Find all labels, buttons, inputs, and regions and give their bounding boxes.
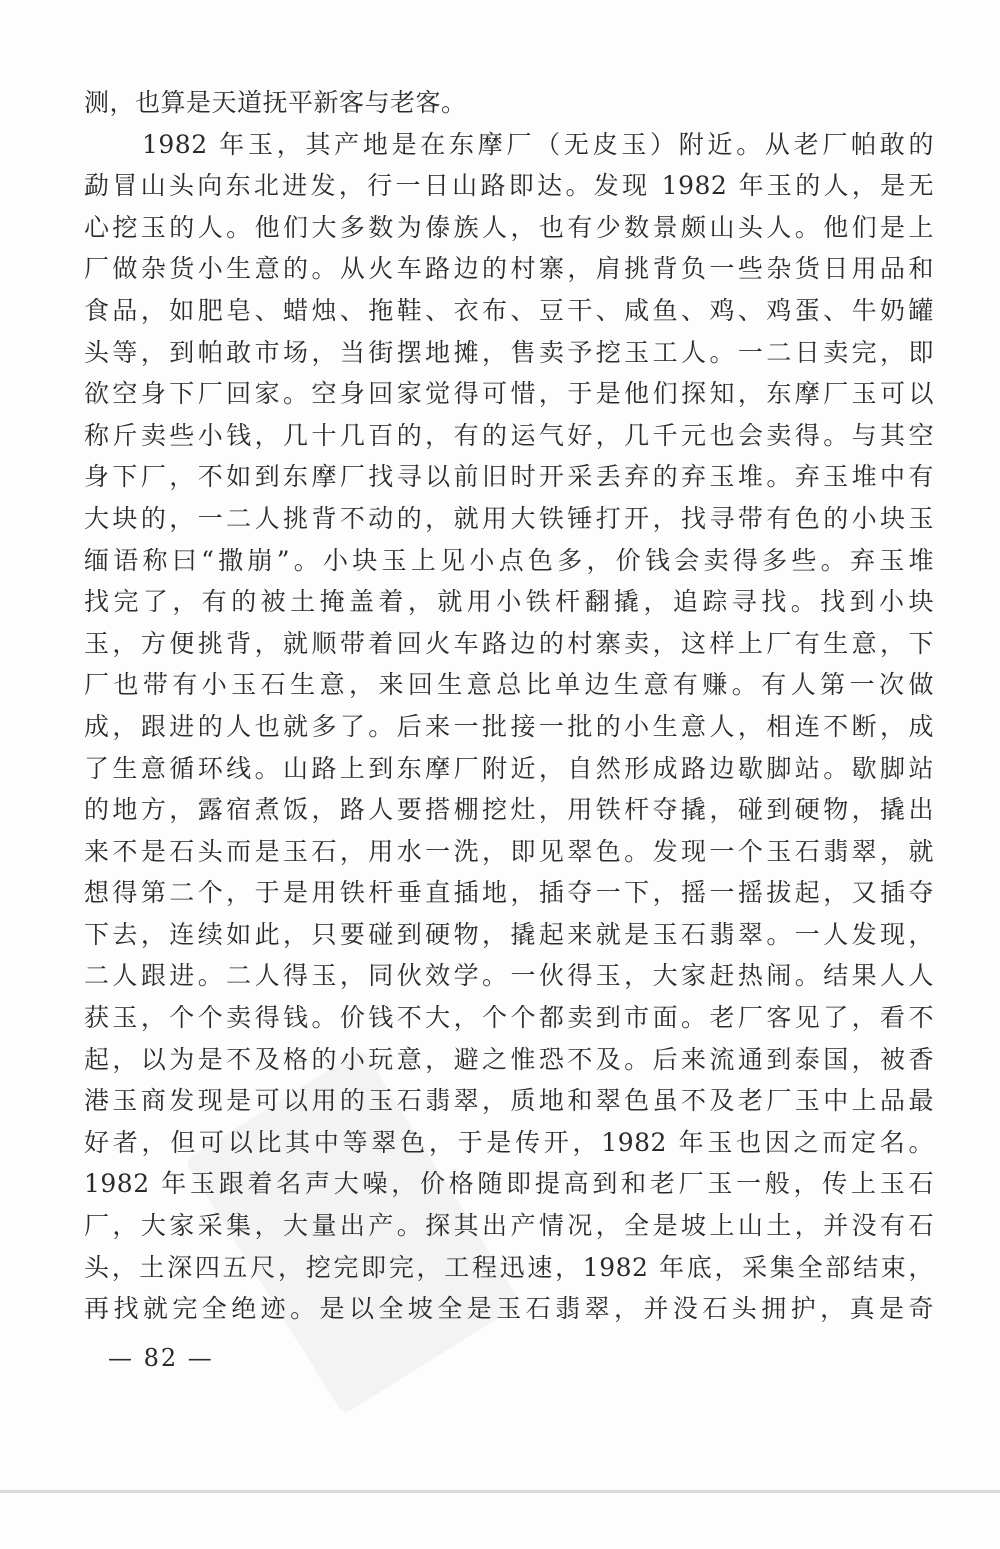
text-line: 好者，但可以比其中等翠色，于是传开，1982 年玉也因之而定名。 xyxy=(84,1127,934,1157)
text-line: 食品，如肥皂、蜡烛、拖鞋、衣布、豆干、咸鱼、鸡、鸡蛋、牛奶罐 xyxy=(84,295,934,325)
page-number: — 82 — xyxy=(108,1344,214,1372)
text-line: 1982 年玉跟着名声大噪，价格随即提高到和老厂玉一般，传上玉石 xyxy=(84,1169,934,1199)
body-text xyxy=(84,82,934,1330)
text-line: 缅语称曰“撒崩”。小块玉上见小点色多，价钱会卖得多些。弃玉堆 xyxy=(84,545,934,575)
text-line: 厂也带有小玉石生意，来回生意总比单边生意有赚。有人第一次做 xyxy=(84,670,934,700)
text-line: 1982 年玉，其产地是在东摩厂（无皮玉）附近。从老厂帕敢的 xyxy=(142,129,934,159)
text-line: 成，跟进的人也就多了。后来一批接一批的小生意人，相连不断，成 xyxy=(84,711,934,741)
text-line: 获玉，个个卖得钱。价钱不大，个个都卖到市面。老厂客见了，看不 xyxy=(84,1003,934,1033)
text-line: 身下厂，不如到东摩厂找寻以前旧时开采丢弃的弃玉堆。弃玉堆中有 xyxy=(84,462,934,492)
text-line: 想得第二个，于是用铁杆垂直插地，插夺一下，摇一摇拔起，又插夺 xyxy=(84,878,934,908)
text-line: 下去，连续如此，只要碰到硬物，撬起来就是玉石翡翠。一人发现， xyxy=(84,919,934,949)
text-line: 二人跟进。二人得玉，同伙效学。一伙得玉，大家赶热闹。结果人人 xyxy=(84,961,934,991)
text-line: 欲空身下厂回家。空身回家觉得可惜，于是他们探知，东摩厂玉可以 xyxy=(84,379,934,409)
text-line: 厂，大家采集，大量出产。探其出产情况，全是坡上山土，并没有石 xyxy=(84,1211,934,1241)
text-line: 心挖玉的人。他们大多数为傣族人，也有少数景颇山头人。他们是上 xyxy=(84,212,934,242)
text-line: 头等，到帕敢市场，当街摆地摊，售卖予挖玉工人。一二日卖完，即 xyxy=(84,337,934,367)
text-line: 大块的，一二人挑背不动的，就用大铁锤打开，找寻带有色的小块玉 xyxy=(84,503,934,533)
text-line: 头，土深四五尺，挖完即完，工程迅速，1982 年底，采集全部结束， xyxy=(84,1252,934,1282)
text-line: 称斤卖些小钱，几十几百的，有的运气好，几千元也会卖得。与其空 xyxy=(84,420,934,450)
text-line: 厂做杂货小生意的。从火车路边的村寨，肩挑背负一些杂货日用品和 xyxy=(84,254,934,284)
text-line: 的地方，露宿煮饭，路人要搭棚挖灶，用铁杆夺撬，碰到硬物，撬出 xyxy=(84,795,934,825)
text-line: 玉，方便挑背，就顺带着回火车路边的村寨卖，这样上厂有生意，下 xyxy=(84,628,934,658)
text-line: 了生意循环线。山路上到东摩厂附近，自然形成路边歇脚站。歇脚站 xyxy=(84,753,934,783)
text-line: 起，以为是不及格的小玩意，避之惟恐不及。后来流通到泰国，被香 xyxy=(84,1044,934,1074)
text-line: 找完了，有的被土掩盖着，就用小铁杆翻撬，追踪寻找。找到小块 xyxy=(84,587,934,617)
text-line: 再找就完全绝迹。是以全坡全是玉石翡翠，并没石头拥护，真是奇 xyxy=(84,1294,934,1324)
text-line: 港玉商发现是可以用的玉石翡翠，质地和翠色虽不及老厂玉中上品最 xyxy=(84,1086,934,1116)
page-bottom-edge xyxy=(0,1490,1000,1493)
text-line: 测，也算是天道抚平新客与老客。 xyxy=(84,88,467,117)
text-line: 勐冒山头向东北进发，行一日山路即达。发现 1982 年玉的人，是无 xyxy=(84,171,934,201)
text-line: 来不是石头而是玉石，用水一洗，即见翠色。发现一个玉石翡翠，就 xyxy=(84,836,934,866)
